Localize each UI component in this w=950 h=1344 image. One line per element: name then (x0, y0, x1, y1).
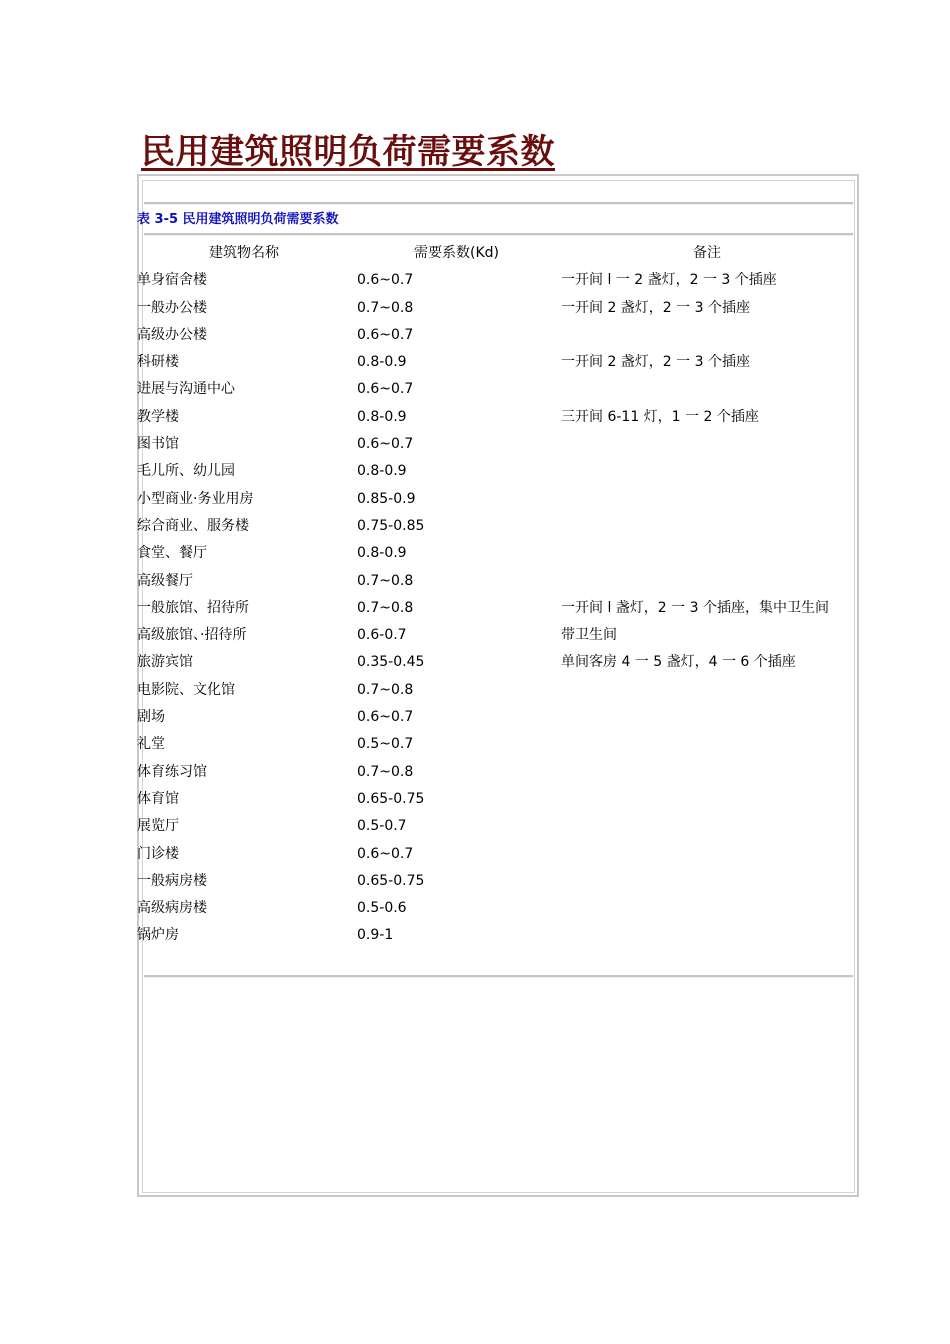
divider-under-caption (144, 233, 853, 236)
table-row (137, 458, 853, 485)
building-name-cell: 教学楼 (137, 408, 179, 425)
building-name-cell: 小型商业·务业用房 (137, 490, 254, 507)
building-name-cell: 一般办公楼 (137, 299, 207, 316)
coefficient-cell: 0.8-0.9 (357, 408, 407, 425)
table-caption: 表 3-5 民用建筑照明负荷需要系数 (137, 212, 339, 227)
coefficient-cell: 0.35-0.45 (357, 654, 425, 671)
building-name-cell: 进展与沟通中心 (137, 381, 235, 398)
header-building-name: 建筑物名称 (209, 245, 279, 261)
coefficient-cell: 0.6~0.7 (357, 709, 414, 726)
building-name-cell: 高级旅馆、·招待所 (137, 627, 247, 644)
table-row (137, 322, 853, 349)
remarks-cell: 一开间 2 盏灯，2 一 3 个插座 (561, 354, 750, 371)
table-row (137, 376, 853, 403)
table-row (137, 704, 853, 731)
remarks-cell: 带卫生间 (561, 627, 617, 644)
table-row (137, 513, 853, 540)
coefficient-cell: 0.9-1 (357, 927, 394, 944)
table-row (137, 731, 853, 758)
building-name-cell: 一般病房楼 (137, 872, 207, 889)
coefficient-cell: 0.85-0.9 (357, 490, 416, 507)
header-remarks: 备注 (693, 245, 721, 261)
coefficient-cell: 0.6~0.7 (357, 272, 414, 289)
table-row (137, 841, 853, 868)
table-row (137, 649, 853, 676)
coefficient-cell: 0.7~0.8 (357, 572, 414, 589)
building-name-cell: 锅炉房 (137, 927, 179, 944)
table-body (137, 267, 853, 949)
table-row (137, 868, 853, 895)
header-coefficient: 需要系数(Kd) (414, 245, 499, 261)
coefficient-cell: 0.7~0.8 (357, 599, 414, 616)
table-row (137, 568, 853, 595)
remarks-cell: 一开间 l 盏灯，2 一 3 个插座，集中卫生间 (561, 599, 829, 616)
table-row (137, 349, 853, 376)
building-name-cell: 旅游宾馆 (137, 654, 193, 671)
coefficient-cell: 0.6~0.7 (357, 381, 414, 398)
divider-bottom (144, 975, 853, 978)
table-row (137, 677, 853, 704)
remarks-cell: 单间客房 4 一 5 盏灯，4 一 6 个插座 (561, 654, 796, 671)
divider-top (144, 202, 853, 205)
building-name-cell: 展览厅 (137, 818, 179, 835)
coefficient-cell: 0.5~0.7 (357, 736, 414, 753)
table-row (137, 786, 853, 813)
building-name-cell: 食堂、餐厅 (137, 545, 207, 562)
building-name-cell: 礼堂 (137, 736, 165, 753)
coefficient-cell: 0.8-0.9 (357, 545, 407, 562)
coefficient-cell: 0.7~0.8 (357, 681, 414, 698)
remarks-cell: 一开间 2 盏灯，2 一 3 个插座 (561, 299, 750, 316)
building-name-cell: 门诊楼 (137, 845, 179, 862)
building-name-cell: 体育练习馆 (137, 763, 207, 780)
coefficient-table (137, 240, 853, 950)
building-name-cell: 高级办公楼 (137, 326, 207, 343)
remarks-cell: 一开间 l 一 2 盏灯，2 一 3 个插座 (561, 272, 777, 289)
table-row (137, 295, 853, 322)
page-title: 民用建筑照明负荷需要系数 (141, 132, 555, 172)
building-name-cell: 一般旅馆、招待所 (137, 599, 249, 616)
coefficient-cell: 0.75-0.85 (357, 517, 425, 534)
coefficient-cell: 0.6-0.7 (357, 627, 407, 644)
building-name-cell: 综合商业、服务楼 (137, 517, 249, 534)
coefficient-cell: 0.65-0.75 (357, 872, 425, 889)
coefficient-cell: 0.8-0.9 (357, 354, 407, 371)
building-name-cell: 高级病房楼 (137, 900, 207, 917)
table-row (137, 431, 853, 458)
coefficient-cell: 0.5-0.7 (357, 818, 407, 835)
remarks-cell: 三开间 6-11 灯，1 一 2 个插座 (561, 408, 759, 425)
coefficient-cell: 0.6~0.7 (357, 845, 414, 862)
coefficient-cell: 0.6~0.7 (357, 326, 414, 343)
building-name-cell: 毛儿所、幼儿园 (137, 463, 235, 480)
table-row (137, 540, 853, 567)
table-row (137, 595, 853, 622)
table-row (137, 404, 853, 431)
coefficient-cell: 0.7~0.8 (357, 299, 414, 316)
building-name-cell: 剧场 (137, 709, 165, 726)
table-row (137, 759, 853, 786)
building-name-cell: 单身宿舍楼 (137, 272, 207, 289)
coefficient-cell: 0.7~0.8 (357, 763, 414, 780)
table-header-row (137, 240, 853, 267)
building-name-cell: 科研楼 (137, 354, 179, 371)
building-name-cell: 图书馆 (137, 436, 179, 453)
coefficient-cell: 0.5-0.6 (357, 900, 407, 917)
coefficient-cell: 0.6~0.7 (357, 436, 414, 453)
table-row (137, 895, 853, 922)
building-name-cell: 体育馆 (137, 790, 179, 807)
table-row (137, 267, 853, 294)
table-row (137, 486, 853, 513)
table-row (137, 622, 853, 649)
table-row (137, 813, 853, 840)
building-name-cell: 电影院、文化馆 (137, 681, 235, 698)
coefficient-cell: 0.8-0.9 (357, 463, 407, 480)
coefficient-cell: 0.65-0.75 (357, 790, 425, 807)
table-row (137, 922, 853, 949)
building-name-cell: 高级餐厅 (137, 572, 193, 589)
